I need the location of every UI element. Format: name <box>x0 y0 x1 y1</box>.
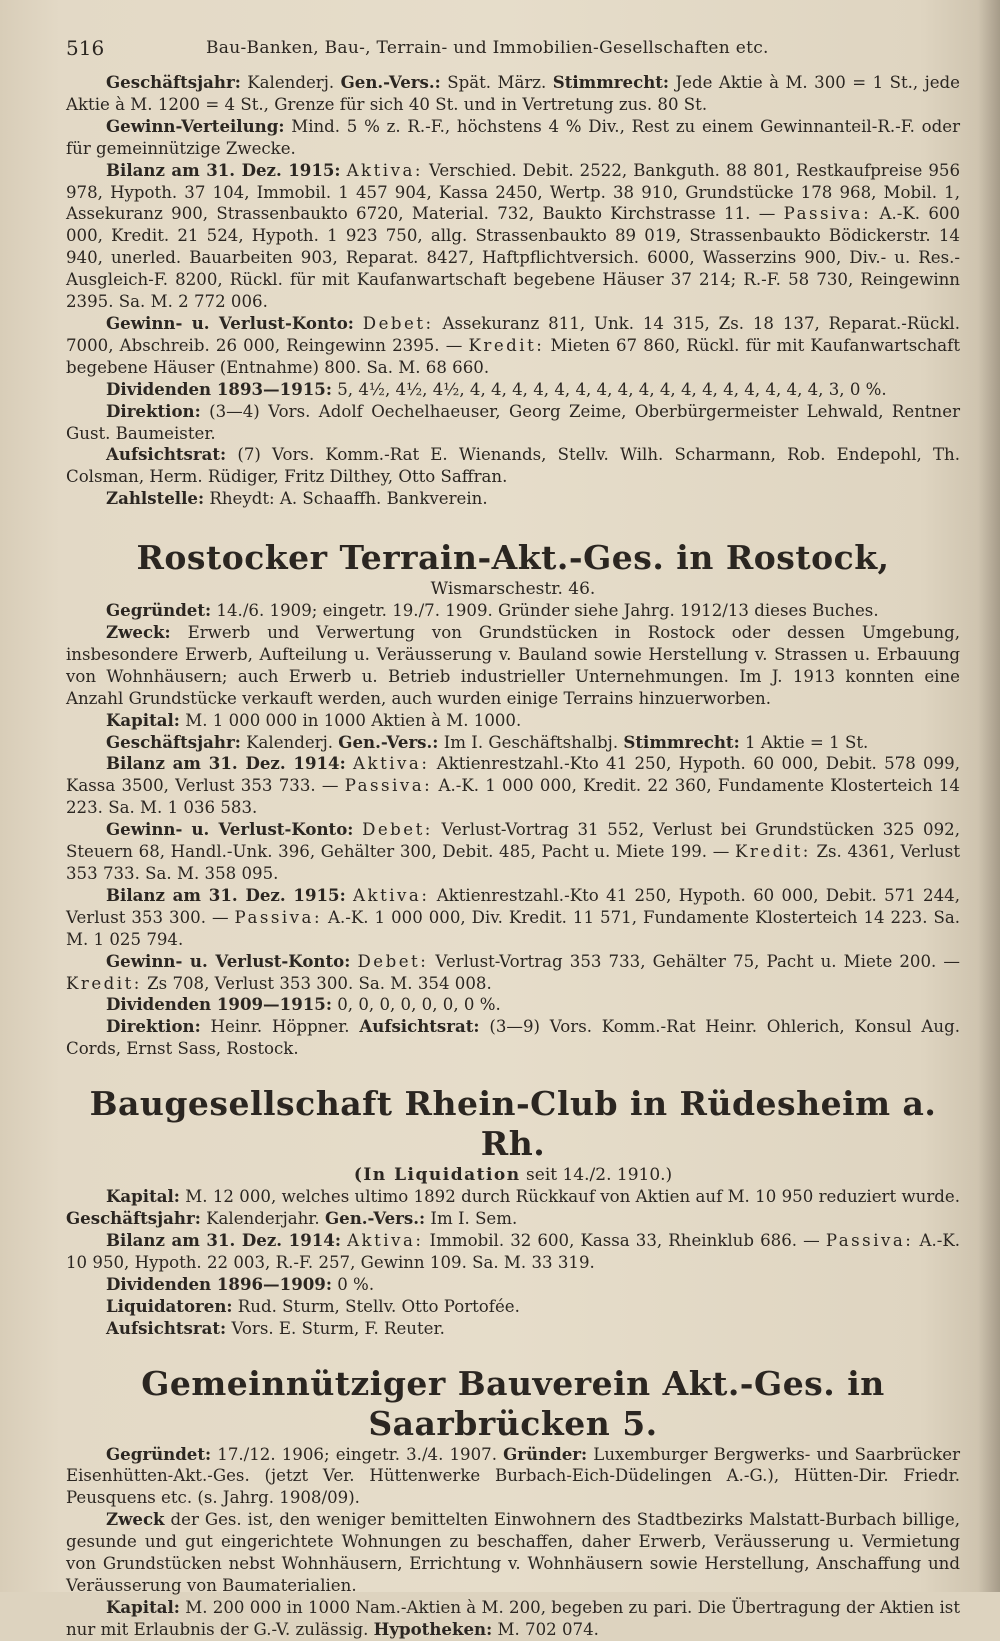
paragraph-geschaeftsjahr: Geschäftsjahr: Kalenderj. Gen.-Vers.: Spät. März. Stimmrecht: Jede Aktie à M. 300 = 1 St., jede Aktie à M. 1200 = 4 St., Grenze für sich 40 St. und in Vertretung zus. 80 St. <box>66 72 961 114</box>
paragraph-dividenden: Dividenden 1909—1915: 0, 0, 0, 0, 0, 0, 0 %. <box>106 994 501 1015</box>
paragraph-direktion: Direktion: Heinr. Höppner. Aufsichtsrat: (3—9) Vors. Komm.-Rat Heinr. Ohlerich, Konsul Aug. Cords, Ernst Sass, Rostock. <box>66 1016 960 1059</box>
entry-title-saarbruecken: Gemeinnütziger Bauverein Akt.-Ges. in Saarbrücken 5. <box>141 1363 885 1443</box>
paragraph-gewinn-verlust-1915: Gewinn- u. Verlust-Konto: Debet: Verlust-Vortrag 353 733, Gehälter 75, Pacht u. Miete 200. — Kredit: Zs 708, Verlust 353 300. Sa. M. 354 008. <box>66 950 960 993</box>
paragraph-kapital: Kapital: M. 200 000 in 1000 Nam.-Aktien à M. 200, begeben zu pari. Die Übertragung der Aktien ist nur mit Erlaubnis der G.-V. zulässig. Hypotheken: M. 702 074. <box>66 1596 960 1639</box>
liquidation-note: (In Liquidation seit 14./2. 1910.) <box>353 1165 673 1186</box>
entry-address-rostock: Wismarschestr. 46. <box>430 579 596 600</box>
running-title: Bau-Banken, Bau-, Terrain- und Immobilien-Gesellschaften etc. <box>206 38 769 58</box>
paragraph-kapital: Kapital: M. 1 000 000 in 1000 Aktien à M. 1000. <box>106 709 522 730</box>
paragraph-dividenden: Dividenden 1896—1909: 0 %. <box>106 1273 375 1294</box>
paragraph-bilanz: Bilanz am 31. Dez. 1915: Aktiva: Verschied. Debit. 2522, Bankguth. 88 801, Restkaufpreise 956 978, Hypoth. 37 104, Immobil. 1 457 904, Kassa 2450, Wertp. 38 910, Grundstücke 178 968, Mobil. 1, Assekuranz 900, Strassenbaukto 6720, Material. 732, Baukto Kirchstrasse 11. — Passiva: A.-K. 600 000, Kredit. 21 524, Hypoth. 1 923 750, allg. Strassenbaukto 89 019, Strassenbaukto Bödickerstr. 14 940, unerled. Bauarbeiten 903, Reparat. 8427, Haftpflichtversich. 6000, Wasserzins 900, Div.- u. Res.-Ausgleich-F. 8200, Rückl. für mit Kaufanwartschaft begebene Häuser 37 214; R.-F. 58 730, Reingewinn 2395. Sa. M. 2 772 006. <box>66 159 961 312</box>
entry-rhein-club <box>66 1084 960 1339</box>
paragraph-gewinn-verlust: Gewinn- u. Verlust-Konto: Debet: Assekuranz 811, Unk. 14 315, Zs. 18 137, Reparat.-Rückl. 7000, Abschreib. 26 000, Reingewinn 2395. — Kredit: Mieten 67 860, Rückl. für mit Kaufanwartschaft begebene Häuser (Entnahme) 800. Sa. M. 68 660. <box>66 312 960 377</box>
paragraph-bilanz: Bilanz am 31. Dez. 1914: Aktiva: Immobil. 32 600, Kassa 33, Rheinklub 686. — Passiva: A.-K. 10 950, Hypoth. 22 003, R.-F. 257, Gewinn 109. Sa. M. 33 319. <box>66 1229 961 1272</box>
paragraph-direktion: Direktion: (3—4) Vors. Adolf Oechelhaeuser, Georg Zeime, Oberbürgermeister Lehwald, Rentner Gust. Baumeister. <box>66 400 960 443</box>
paragraph-kapital: Kapital: M. 12 000, welches ultimo 1892 durch Rückkauf von Aktien auf M. 10 950 reduziert wurde. Geschäftsjahr: Kalenderjahr. Gen.-Vers.: Im I. Sem. <box>66 1186 960 1229</box>
page-number: 516 <box>66 36 105 60</box>
paragraph-liquidatoren: Liquidatoren: Rud. Sturm, Stellv. Otto Portofée. <box>106 1295 520 1316</box>
paragraph-gewinn-verlust-1914: Gewinn- u. Verlust-Konto: Debet: Verlust-Vortrag 31 552, Verlust bei Grundstücken 325 092, Steuern 68, Handl.-Unk. 396, Gehälter 300, Debit. 485, Pacht u. Miete 199. — Kredit: Zs. 4361, Verlust 353 733. Sa. M. 358 095. <box>66 819 960 883</box>
entry-saarbruecken <box>66 1364 960 1641</box>
entry-title-rhein-club: Baugesellschaft Rhein-Club in Rüdesheim a. Rh. <box>89 1084 937 1164</box>
paragraph-zweck: Zweck der Ges. ist, den weniger bemittelten Einwohnern des Stadtbezirks Malstatt-Burbach billige, gesunde und gut eingerichtete Wohnungen zu beschaffen, daher Erwerb, Veräusserung u. Vermietung von Grundstücken nebst Wohnhäusern, Errichtung v. Wohnhäusern sowie Herstellung, Anschaffung und Veräusserung von Baumaterialien. <box>66 1509 960 1595</box>
paragraph-gewinn-verteilung: Gewinn-Verteilung: Mind. 5 % z. R.-F., höchstens 4 % Div., Rest zu einem Gewinnanteil-R.-F. oder für gemeinnützige Zwecke. <box>66 115 960 158</box>
paragraph-zahlstelle: Zahlstelle: Rheydt: A. Schaaffh. Bankverein. <box>106 488 488 509</box>
entry-rostock <box>66 538 960 1060</box>
paragraph-dividenden: Dividenden 1893—1915: 5, 4½, 4½, 4½, 4, 4, 4, 4, 4, 4, 4, 4, 4, 4, 4, 4, 4, 4, 4, 4, 4, 3, 0 %. <box>106 378 887 399</box>
paragraph-bilanz-1915: Bilanz am 31. Dez. 1915: Aktiva: Aktienrestzahl.-Kto 41 250, Hypoth. 60 000, Debit. 571 244, Verlust 353 300. — Passiva: A.-K. 1 000 000, Div. Kredit. 11 571, Fundamente Klosterteich 14 223. Sa. M. 1 025 794. <box>66 884 961 949</box>
page-header <box>66 28 960 72</box>
paragraph-geschaeftsjahr: Geschäftsjahr: Kalenderj. Gen.-Vers.: Im I. Geschäftshalbj. Stimmrecht: 1 Aktie = 1 St. <box>106 731 869 752</box>
paragraph-aufsichtsrat: Aufsichtsrat: (7) Vors. Komm.-Rat E. Wienands, Stellv. Wilh. Scharmann, Rob. Endepohl, Th. Colsman, Herm. Rüdiger, Fritz Dilthey, Otto Saffran. <box>66 444 960 487</box>
entry-continued <box>66 72 960 510</box>
paragraph-zweck: Zweck: Erwerb und Verwertung von Grundstücken in Rostock oder dessen Umgebung, insbesondere Erwerb, Aufteilung u. Veräusserung v. Bauland sowie Herstellung v. Strassen u. Erbauung von Wohnhäusern; auch Erwerb u. Betrieb industrieller Unternehmungen. Im J. 1913 konnten eine Anzahl Grundstücke verkauft werden, auch wurden einige Terrains hinzuerworben. <box>66 622 960 708</box>
paragraph-gegruendet: Gegründet: 17./12. 1906; eingetr. 3./4. 1907. Gründer: Luxemburger Bergwerks- und Saarbrücker Eisenhütten-Akt.-Ges. (jetzt Ver. Hüttenwerke Burbach-Eich-Düdelingen A.-G.), Hütten-Dir. Friedr. Peusquens etc. (s. Jahrg. 1908/09). <box>66 1443 961 1508</box>
paragraph-bilanz-1914: Bilanz am 31. Dez. 1914: Aktiva: Aktienrestzahl.-Kto 41 250, Hypoth. 60 000, Debit. 578 099, Kassa 3500, Verlust 353 733. — Passiva: A.-K. 1 000 000, Kredit. 22 360, Fundamente Klosterteich 14 223. Sa. M. 1 036 583. <box>66 753 960 818</box>
paragraph-gegruendet: Gegründet: 14./6. 1909; eingetr. 19./7. 1909. Gründer siehe Jahrg. 1912/13 dieses Buches. <box>106 600 879 621</box>
paragraph-aufsichtsrat: Aufsichtsrat: Vors. E. Sturm, F. Reuter. <box>106 1317 445 1338</box>
entry-title-rostock: Rostocker Terrain-Akt.-Ges. in Rostock, <box>136 538 890 578</box>
